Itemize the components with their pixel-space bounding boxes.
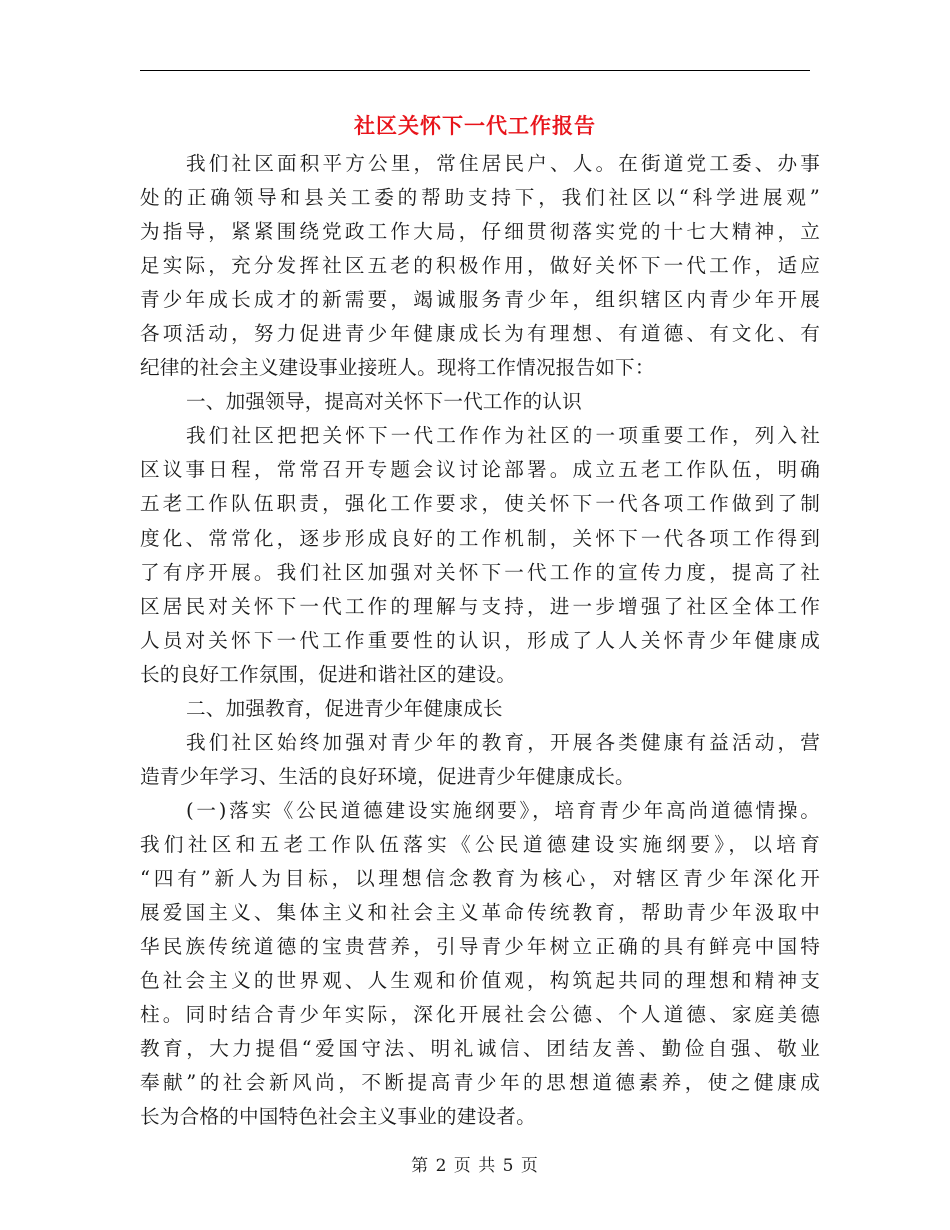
text-line: 色社会主义的世界观、人生观和价值观，构筑起共同的理想和精神支	[140, 969, 820, 993]
text-line: 长为合格的中国特色社会主义事业的建设者。	[140, 1105, 536, 1129]
text-line: 青少年成长成才的新需要，竭诚服务青少年，组织辖区内青少年开展	[140, 288, 820, 312]
text-line: 长的良好工作氛围，促进和谐社区的建设。	[140, 662, 517, 686]
text-line: 我们社区和五老工作队伍落实《公民道德建设实施纲要》，以培育	[140, 832, 820, 856]
text-line: 各项活动，努力促进青少年健康成长为有理想、有道德、有文化、有	[140, 322, 820, 346]
text-line: 处的正确领导和县关工委的帮助支持下，我们社区以“科学进展观”	[140, 186, 820, 210]
text-line: 度化、常常化，逐步形成良好的工作机制，关怀下一代各项工作得到	[140, 526, 820, 550]
text-line: 足实际，充分发挥社区五老的积极作用，做好关怀下一代工作，适应	[140, 254, 820, 278]
text-line: 我们社区把把关怀下一代工作作为社区的一项重要工作，列入社	[186, 424, 820, 448]
document-body	[140, 147, 820, 1134]
text-line: 区居民对关怀下一代工作的理解与支持，进一步增强了社区全体工作	[140, 594, 820, 618]
text-line: 华民族传统道德的宝贵营养，引导青少年树立正确的具有鲜亮中国特	[140, 935, 820, 959]
text-line: 柱。同时结合青少年实际，深化开展社会公德、个人道德、家庭美德	[140, 1003, 820, 1027]
text-line: 了有序开展。我们社区加强对关怀下一代工作的宣传力度，提高了社	[140, 560, 820, 584]
section-heading: 二、加强教育，促进青少年健康成长	[186, 696, 503, 720]
text-line: 奉献”的社会新风尚，不断提高青少年的思想道德素养，使之健康成	[140, 1071, 820, 1095]
text-line: 五老工作队伍职责，强化工作要求，使关怀下一代各项工作做到了制	[140, 492, 820, 516]
text-line: 我们社区始终加强对青少年的教育，开展各类健康有益活动，营	[186, 730, 820, 754]
header-rule	[140, 70, 810, 71]
text-line: 为指导，紧紧围绕党政工作大局，仔细贯彻落实党的十七大精神，立	[140, 220, 820, 244]
subsection-heading: (一)落实《公民道德建设实施纲要》，培育青少年高尚道德情操。	[186, 798, 820, 822]
text-line: 纪律的社会主义建设事业接班人。现将工作情况报告如下：	[140, 356, 655, 380]
text-line: 展爱国主义、集体主义和社会主义革命传统教育，帮助青少年汲取中	[140, 901, 820, 925]
text-line: 我们社区面积平方公里，常住居民户、人。在街道党工委、办事	[186, 152, 820, 175]
section-heading: 一、加强领导，提高对关怀下一代工作的认识	[186, 390, 582, 414]
text-line: 区议事日程，常常召开专题会议讨论部署。成立五老工作队伍，明确	[140, 458, 820, 482]
text-line: “四有”新人为目标，以理想信念教育为核心，对辖区青少年深化开	[140, 866, 820, 890]
document-title: 社区关怀下一代工作报告	[354, 113, 596, 138]
page-number: 第 2 页 共 5 页	[411, 1156, 539, 1176]
text-line: 人员对关怀下一代工作重要性的认识，形成了人人关怀青少年健康成	[140, 628, 820, 652]
text-line: 教育，大力提倡“爱国守法、明礼诚信、团结友善、勤俭自强、敬业	[140, 1037, 820, 1061]
text-line: 造青少年学习、生活的良好环境，促进青少年健康成长。	[140, 764, 635, 788]
